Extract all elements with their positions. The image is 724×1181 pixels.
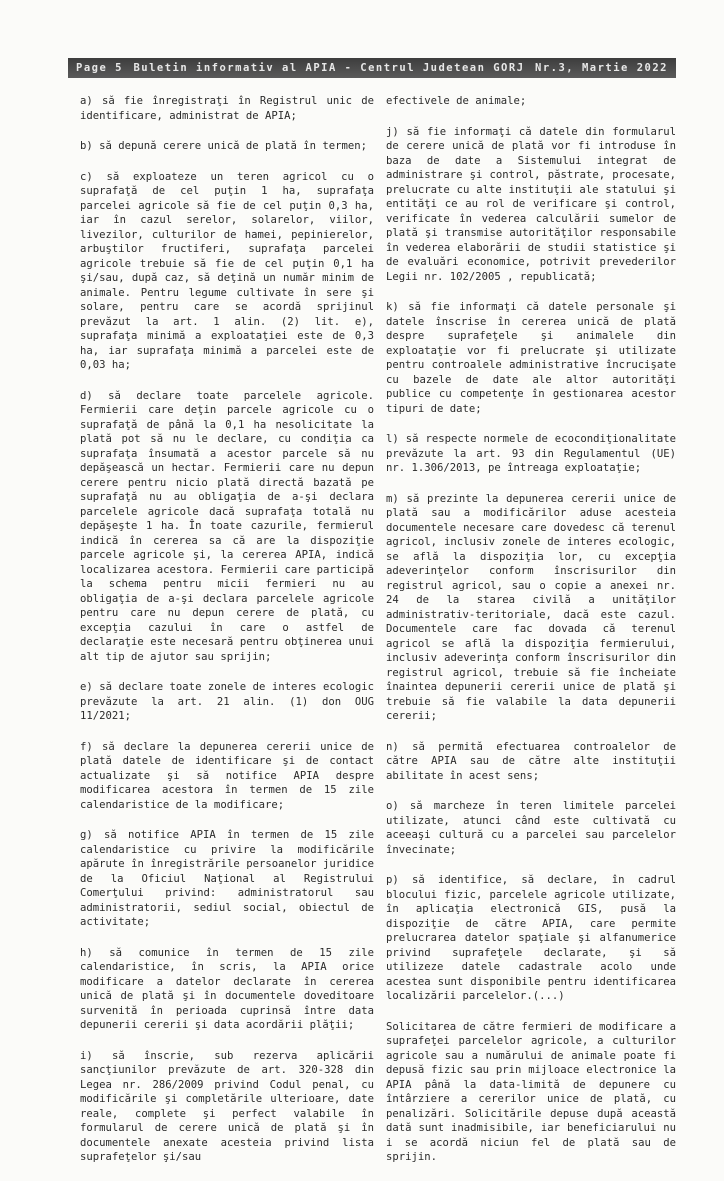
closing-paragraph: Solicitarea de către fermieri de modificare a suprafeţei parcelelor agricole, a culturilor agricole sau a numărului de animale poate fi depusă fizic sau prin mijloace electronice la APIA până la data-limită de depunere cu întârziere a cererilor unice de plată, cu penalizări. Solicitările depuse după această dată sunt inadmisibile, iar beneficiarului nu i se acordă niciun fel de plată sau de sprijin.	[386, 1020, 676, 1163]
right-column	[386, 94, 676, 1181]
paragraph-j: j) să fie informaţi că datele din formularul de cerere unică de plată vor fi introduse în baza de date a Sistemului integrat de administrare şi control, păstrate, procesate, prelucrate cu alte instituţii ale statului şi entităţi ce au rol de verificare şi control, verificate în vederea calculării sumelor de plată şi transmise autorităţilor responsabile în vederea elaborării de studii statistice şi de evaluări economice, potrivit prevederilor Legii nr. 102/2005 , republicată;	[386, 125, 676, 283]
paragraph-d: d) să declare toate parcelele agricole. Fermierii care deţin parcele agricole cu o suprafaţă de până la 0,1 ha nesolicitate la plată pot să nu le declare, cu condiţia ca suprafaţa însumată a acestor parcele să nu depăşească un hectar. Fermierii care nu depun cerere pentru nicio plată directă bazată pe suprafaţă nu au obligaţia de a-şi declara parcelele agricole dacă suprafaţa totală nu depăşeşte 1 ha. În toate cazurile, fermierul indică în cererea sa că are la dispoziţie parcele agricole şi, la cererea APIA, indică localizarea acestora. Fermierii care participă la schema pentru micii fermieri nu au obligaţia de a-şi declara parcelele agricole pentru care nu depun cerere de plată, cu excepţia cazului în care o astfel de declaraţie este necesară pentru obţinerea unui alt tip de ajutor sau sprijin;	[80, 389, 374, 663]
paragraph-l: l) să respecte normele de ecocondiţionalitate prevăzute la art. 93 din Regulamentul (UE) nr. 1.306/2013, pe întreaga exploataţie;	[386, 433, 676, 474]
paragraph-o: o) să marcheze în teren limitele parcelei utilizate, atunci când este cultivată cu aceeaşi cultură cu a parcelei sau parcelelor învecinate;	[386, 800, 676, 856]
paragraph-p: p) să identifice, să declare, în cadrul blocului fizic, parcelele agricole utilizate, în aplicaţia electronică GIS, pusă la dispoziţie de către APIA, care permite prelucrarea datelor spaţiale şi alfanumerice privind suprafeţele declarate, şi să utilizeze datele cadastrale acolo unde acestea sunt disponibile pentru identificarea localizării parcelelor.(...)	[386, 874, 676, 1002]
paragraph-g: g) să notifice APIA în termen de 15 zile calendaristice cu privire la modificările apărute în înregistrările persoanelor juridice de la Oficiul Naţional al Registrului Comerţului privind: administratorul sau administratorii, sediul social, obiectul de activitate;	[80, 829, 374, 928]
paragraph-i: i) să înscrie, sub rezerva aplicării sancţiunilor prevăzute de art. 320-328 din Legea nr. 286/2009 privind Codul penal, cu modificările şi completările ulterioare, date reale, complete şi perfect valabile în formularul de cerere unică de plată şi în documentele anexate acesteia privind lista suprafeţelor şi/sau	[80, 1049, 374, 1163]
bulletin-title: Buletin informativ al APIA - Centrul Judetean GORJ	[133, 62, 525, 74]
page-header	[68, 58, 676, 78]
page-number: Page 5	[76, 62, 123, 74]
paragraph-a: a) să fie înregistraţi în Registrul unic de identificare, administrat de APIA;	[80, 95, 374, 122]
issue-number: Nr.3, Martie 2022	[535, 62, 668, 74]
left-column	[80, 94, 374, 1181]
paragraph-e: e) să declare toate zonele de interes ecologic prevăzute la art. 21 alin. (1) don OUG 11/2021;	[80, 681, 374, 722]
paragraph-m: m) să prezinte la depunerea cererii unice de plată sau a modificărilor aduse acesteia documentele necesare care dovedesc că terenul agricol, inclusiv zonele de interes ecologic, se află la dispoziţia lor, cu excepţia adeverinţelor conform înscrisurilor din registrul agricol, sau o copie a anexei nr. 24 de la starea civilă a unităţilor administrativ-teritoriale, dacă este cazul. Documentele care fac dovada că terenul agricol se află la dispoziţia fermierului, inclusiv adeverinţa conform înscrisurilor din registrul agricol, trebuie să fie încheiate înaintea depunerii cererii unice de plată şi trebuie să fie valabile la data depunerii cererii;	[386, 492, 676, 722]
paragraph-k: k) să fie informaţi că datele personale şi datele înscrise în cererea unică de plată despre suprafeţele şi animalele din exploataţie vor fi prelucrate şi utilizate pentru controalele administrative încrucişate cu bazele de date ale altor autorităţi publice cu competenţe în gestionarea acestor tipuri de date;	[386, 301, 676, 415]
paragraph-b: b) să depună cerere unică de plată în termen;	[80, 140, 368, 152]
paragraph-n: n) să permită efectuarea controalelor de către APIA sau de către alte instituţii abilitate în acest sens;	[386, 740, 676, 782]
paragraph-c: c) să exploateze un teren agricol cu o suprafaţă de cel puţin 1 ha, suprafaţa parcelei agricole să fie de cel puţin 0,3 ha, iar în cazul serelor, solarelor, viilor, livezilor, culturilor de hamei, pepinierelor, arbuştilor fructiferi, suprafaţa parcelei agricole trebuie să fie de cel puţin 0,1 ha şi/sau, după caz, să deţină un număr minim de animale. Pentru legume cultivate în sere şi solare, pentru care se acordă sprijinul prevăzut la art. 1 alin. (2) lit. e), suprafaţa minimă a exploataţiei este de 0,3 ha, iar suprafaţa minimă a parcelei este de 0,03 ha;	[80, 170, 374, 371]
paragraph-h: h) să comunice în termen de 15 zile calendaristice, în scris, la APIA orice modificare a datelor declarate în cererea unică de plată şi în documentele doveditoare survenită în perioada cuprinsă între data depunerii cererii şi data acordării plăţii;	[80, 946, 374, 1031]
paragraph-i-continued: efectivele de animale;	[386, 95, 527, 107]
paragraph-f: f) să declare la depunerea cererii unice de plată datele de identificare şi de contact actualizate şi să notifice APIA despre modificarea acestora în termen de 15 zile calendaristice de la modificare;	[80, 740, 374, 811]
